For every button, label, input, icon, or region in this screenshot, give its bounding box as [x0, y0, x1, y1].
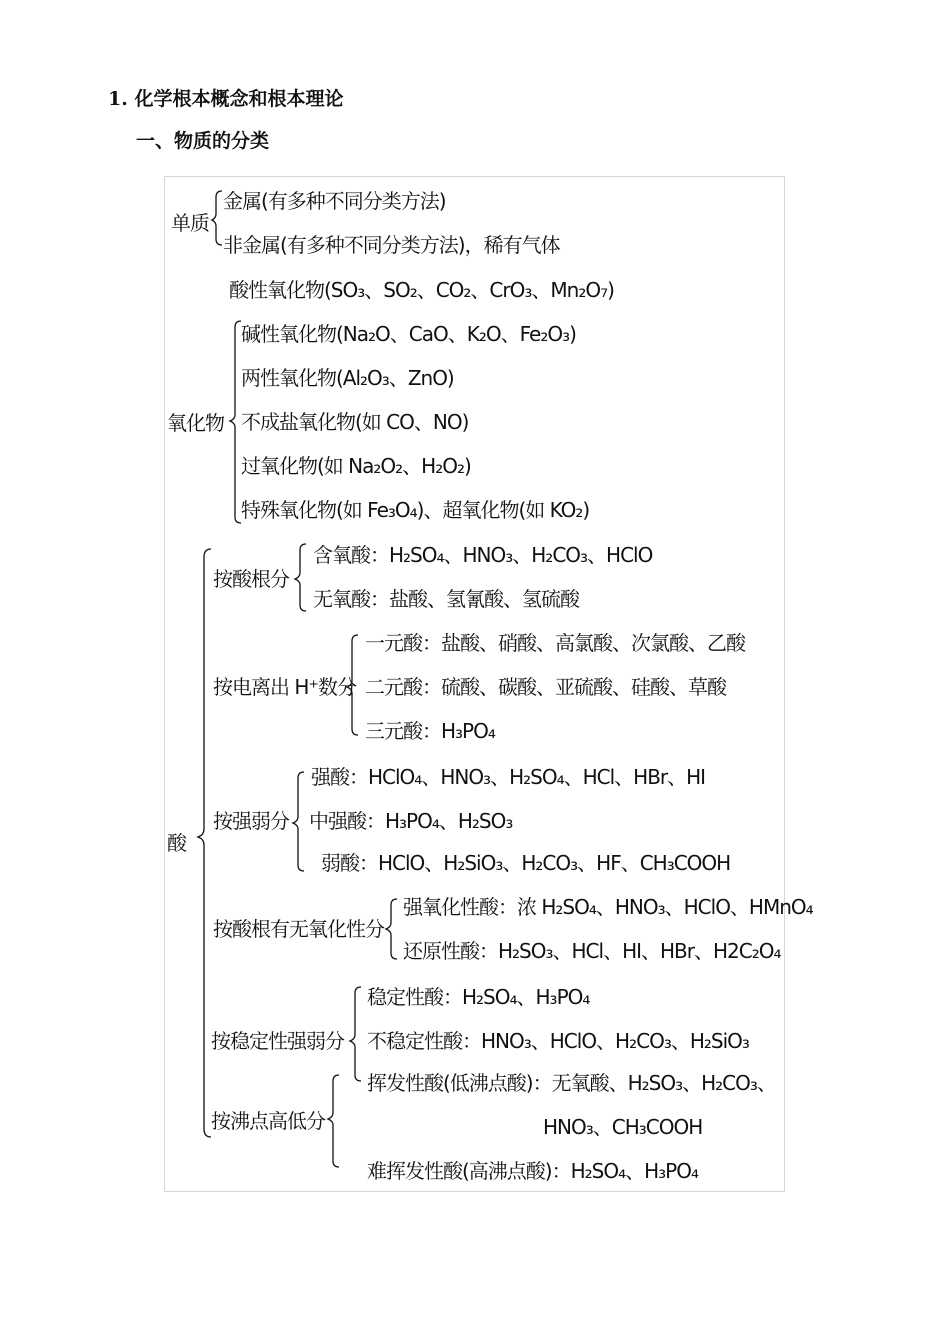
- section-heading: 1. 化学根本概念和根本理论: [108, 88, 344, 110]
- acid-item: 不稳定性酸：HNO₃、HClO、H₂CO₃、H₂SiO₃: [367, 1029, 749, 1053]
- oxide-item: 不成盐氧化物(如 CO、NO): [241, 410, 469, 434]
- acid-item: 强酸：HClO₄、HNO₃、H₂SO₄、HCl、HBr、HI: [311, 765, 706, 789]
- acid-item: 无氧酸：盐酸、氢氰酸、氢硫酸: [313, 587, 579, 611]
- brace-boiling: [328, 1075, 339, 1167]
- acid-group-label: 按强弱分: [213, 809, 289, 833]
- acid-group-label: 按电离出 H⁺数分: [213, 675, 356, 699]
- acid-item: HNO₃、CH₃COOH: [543, 1115, 703, 1139]
- brace-acid-root: [295, 544, 306, 611]
- acid-item: 三元酸：H₃PO₄: [365, 719, 495, 743]
- brace-acid: [198, 549, 211, 1137]
- danzhi-item: 金属(有多种不同分类方法): [223, 189, 446, 213]
- danzhi-item: 非金属(有多种不同分类方法)，稀有气体: [223, 233, 560, 257]
- label-acid: 酸: [167, 831, 186, 855]
- acid-group-label: 按沸点高低分: [211, 1109, 325, 1133]
- acid-item: 二元酸：硫酸、碳酸、亚硫酸、硅酸、草酸: [365, 675, 726, 699]
- acid-item: 一元酸：盐酸、硝酸、高氯酸、次氯酸、乙酸: [365, 631, 745, 655]
- classification-diagram: [164, 176, 813, 1192]
- section-subheading: 一、物质的分类: [136, 130, 270, 152]
- brace-oxidizing: [386, 899, 397, 959]
- oxide-item: 特殊氧化物(如 Fe₃O₄)、超氧化物(如 KO₂): [241, 498, 590, 522]
- acid-item: 难挥发性酸(高沸点酸)：H₂SO₄、H₃PO₄: [367, 1159, 698, 1183]
- acid-item: 强氧化性酸：浓 H₂SO₄、HNO₃、HClO、HMnO₄: [403, 895, 813, 919]
- label-danzhi: 单质: [171, 211, 209, 235]
- acid-group-label: 按酸根分: [213, 567, 289, 591]
- brace-oxide: [230, 321, 241, 523]
- acid-item: 还原性酸：H₂SO₃、HCl、HI、HBr、H2C₂O₄: [403, 939, 781, 963]
- brace-stability: [350, 987, 361, 1081]
- acid-item: 含氧酸：H₂SO₄、HNO₃、H₂CO₃、HClO: [313, 543, 653, 567]
- oxide-item: 两性氧化物(Al₂O₃、ZnO): [241, 366, 454, 390]
- acid-group-label: 按稳定性强弱分: [211, 1029, 344, 1053]
- brace-danzhi: [212, 191, 222, 245]
- acid-item: 弱酸：HClO、H₂SiO₃、H₂CO₃、HF、CH₃COOH: [321, 851, 731, 875]
- oxide-item: 过氧化物(如 Na₂O₂、H₂O₂): [241, 454, 471, 478]
- oxide-item: 碱性氧化物(Na₂O、CaO、K₂O、Fe₂O₃): [241, 322, 576, 346]
- label-oxide: 氧化物: [167, 411, 224, 435]
- acid-item: 稳定性酸：H₂SO₄、H₃PO₄: [367, 985, 590, 1009]
- acid-item: 中强酸：H₃PO₄、H₂SO₃: [309, 809, 513, 833]
- brace-strength: [293, 772, 304, 871]
- acid-group-label: 按酸根有无氧化性分: [213, 917, 384, 941]
- acid-item: 挥发性酸(低沸点酸)：无氧酸、H₂SO₃、H₂CO₃、: [367, 1071, 776, 1095]
- oxide-item: 酸性氧化物(SO₃、SO₂、CO₂、CrO₃、Mn₂O₇): [229, 278, 614, 302]
